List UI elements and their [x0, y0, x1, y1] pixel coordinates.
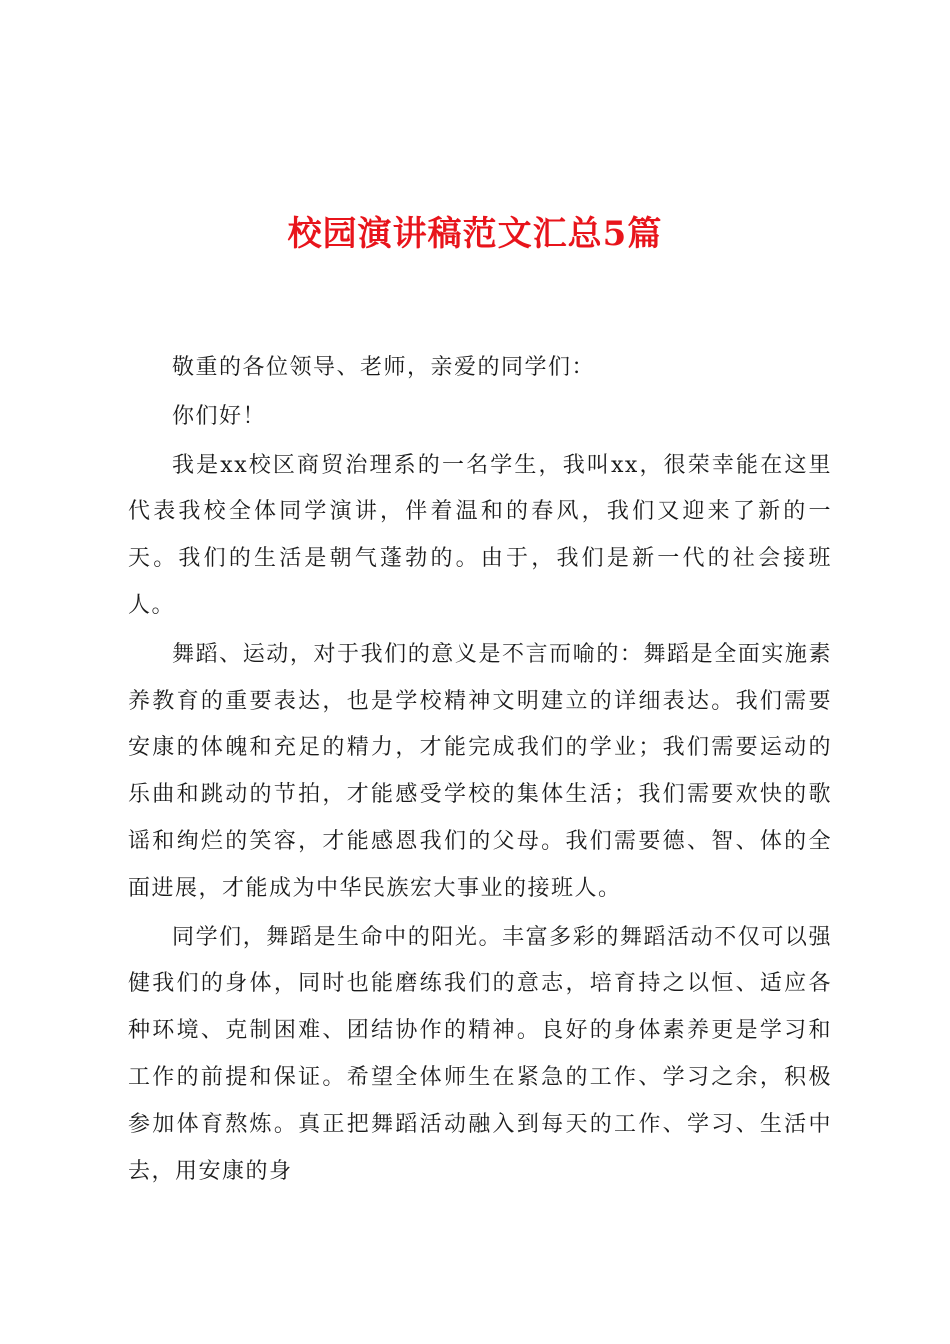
document-title: 校园演讲稿范文汇总5篇 — [287, 214, 663, 254]
greeting: 你们好！ — [172, 403, 267, 429]
paragraph: 同学们，舞蹈是生命中的阳光。丰富多彩的舞蹈活动不仅可以强健我们的身体，同时也能磨练我们的意志，培育持之以恒、适应各种环境、克制困难、团结协作的精神。良好的身体素养更是学习和工作的前提和保证。希望全体师生在紧急的工作、学习之余，积极参加体育熬炼。真正把舞蹈活动融入到每天的工作、学习、生活中去，用安康的身 — [128, 924, 832, 1184]
paragraph: 舞蹈、运动，对于我们的意义是不言而喻的：舞蹈是全面实施素养教育的重要表达，也是学校精神文明建立的详细表达。我们需要安康的体魄和充足的精力，才能完成我们的学业；我们需要运动的乐曲和跳动的节拍，才能感受学校的集体生活；我们需要欢快的歌谣和绚烂的笑容，才能感恩我们的父母。我们需要德、智、体的全面进展，才能成为中华民族宏大事业的接班人。 — [128, 641, 832, 901]
paragraph: 我是xx校区商贸治理系的一名学生，我叫xx，很荣幸能在这里代表我校全体同学演讲，伴着温和的春风，我们又迎来了新的一天。我们的生活是朝气蓬勃的。由于，我们是新一代的社会接班人。 — [128, 452, 832, 618]
document-body — [128, 345, 832, 1197]
salutation: 敬重的各位领导、老师，亲爱的同学们： — [172, 355, 596, 380]
